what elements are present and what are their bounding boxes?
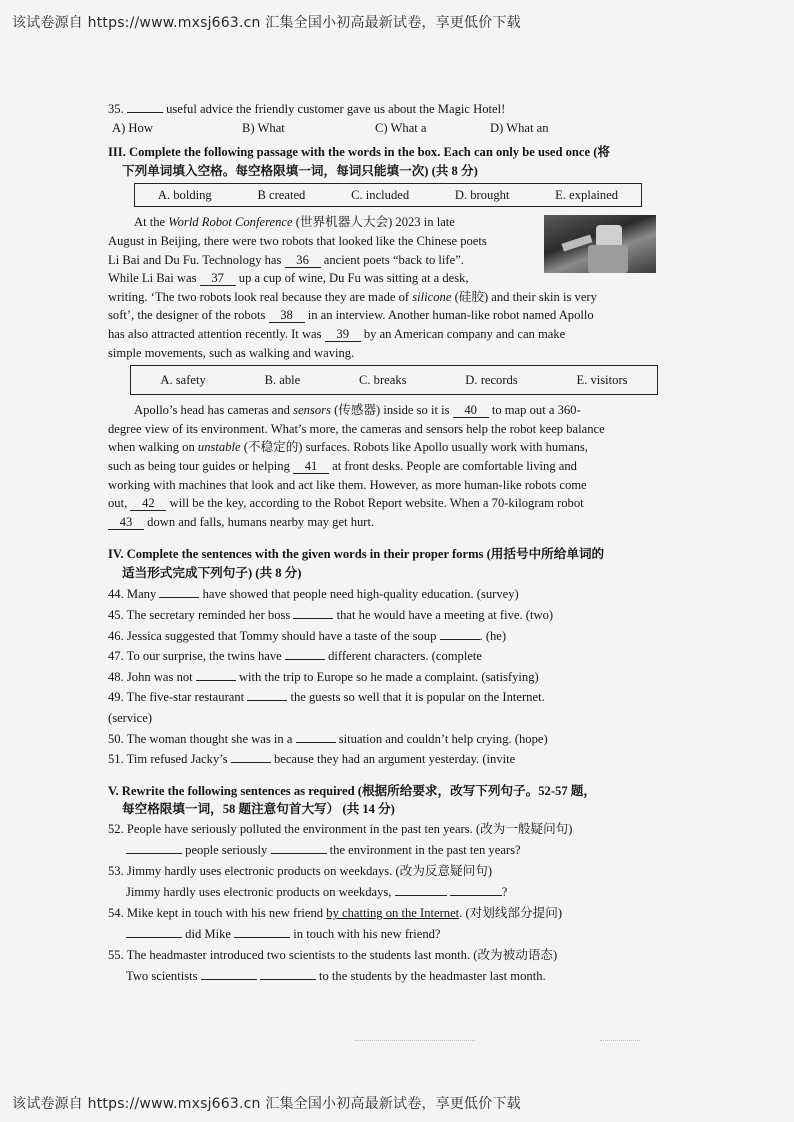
question-54-answer: did Mike in touch with his new friend? (108, 924, 656, 945)
answer-blank-53a[interactable] (395, 895, 447, 896)
word-option: A. safety (160, 372, 206, 387)
word-option: B. able (264, 372, 301, 387)
answer-blank-45[interactable] (293, 618, 333, 619)
answer-blank-42[interactable]: 42 (130, 496, 166, 511)
answer-blank-53b[interactable] (450, 895, 502, 896)
word-option: C. included (351, 188, 410, 203)
option-c[interactable]: C) What a (375, 120, 427, 135)
question-54: 54. Mike kept in touch with his new friend by chatting on the Internet. (对划线部分提问) (108, 906, 563, 920)
question-51: 51. Tim refused Jacky’s because they had an argument yesterday. (invite (108, 752, 516, 767)
answer-blank-37[interactable]: 37 (200, 271, 236, 286)
word-option: C. breaks (358, 372, 407, 387)
answer-blank-50[interactable] (296, 742, 336, 743)
option-a[interactable]: A) How (112, 120, 153, 135)
question-number: 35. (108, 102, 124, 116)
answer-blank-54a[interactable] (126, 937, 182, 938)
section-4-title-cont: 适当形式完成下列句子) (共 8 分) (122, 565, 302, 580)
page-number-mark (600, 1040, 640, 1045)
section-5-items (108, 819, 656, 987)
page-footer-mark (355, 1040, 475, 1045)
answer-blank-35[interactable] (127, 112, 163, 113)
underlined-phrase: by chatting on the Internet (326, 906, 460, 920)
question-55: 55. The headmaster introduced two scientists to the students last month. (改为被动语态) (108, 948, 558, 962)
section-5-title: V. Rewrite the following sentences as required (根据所给要求，改写下列句子。52-57 题， (108, 783, 596, 798)
word-option: E. visitors (576, 372, 628, 387)
word-option: D. brought (454, 188, 510, 203)
question-53-answer: Jimmy hardly uses electronic products on weekdays, ? (126, 885, 508, 899)
answer-blank-52b[interactable] (271, 853, 327, 854)
section-3-title-cont: 下列单词填入空格。每空格限填一词，每词只能填一次) (共 8 分) (122, 163, 478, 178)
answer-blank-39[interactable]: 39 (325, 327, 361, 342)
word-option: D. records (465, 372, 518, 387)
word-box-1 (134, 183, 642, 207)
question-49: 49. The five-star restaurant the guests so well that it is popular on the Internet. (108, 690, 545, 705)
question-48: 48. John was not with the trip to Europe so he made a complaint. (satisfying) (108, 669, 539, 684)
answer-blank-38[interactable]: 38 (269, 308, 305, 323)
answer-blank-48[interactable] (196, 680, 236, 681)
question-49-cont: (service) (108, 711, 153, 726)
passage-paragraph-2: Apollo’s head has cameras and sensors (传感器) inside so it is 40 to map out a 360- degree view of its environment. What’s more, the cameras and sensors help the robot keep balance when walking on unstable (不稳定的) surfaces. Robots like Apollo usually work with humans, such as being tour guides or helping 41 at front desks. People are comfortable living and working with machines that look and act like them. However, as more human-like robots come out, 42 will be the key, according to the Robot Report website. When a 70-kilogram robot 43 down and falls, humans nearby may get hurt. (108, 403, 605, 529)
question-52: 52. People have seriously polluted the environment in the past ten years. (改为一般疑问句) (108, 822, 573, 836)
answer-blank-52a[interactable] (126, 853, 182, 854)
answer-blank-46[interactable] (440, 639, 480, 640)
question-35 (108, 100, 656, 119)
answer-blank-49[interactable] (247, 700, 287, 701)
robot-photo (544, 215, 656, 273)
option-d[interactable]: D) What an (490, 120, 549, 135)
word-box-2 (130, 365, 658, 395)
answer-blank-36[interactable]: 36 (285, 253, 321, 268)
worksheet-content (108, 100, 656, 987)
question-44: 44. Many have showed that people need high-quality education. (survey) (108, 587, 519, 602)
answer-blank-51[interactable] (231, 762, 271, 763)
answer-blank-55a[interactable] (201, 979, 257, 980)
question-46: 46. Jessica suggested that Tommy should have a taste of the soup . (he) (108, 628, 507, 643)
watermark-bottom: 该试卷源自 https://www.mxsj663.cn 汇集全国小初高最新试卷，享更低价下载 (12, 1096, 521, 1112)
question-50: 50. The woman thought she was in a situation and couldn’t help crying. (hope) (108, 731, 548, 746)
question-text: useful advice the friendly customer gave us about the Magic Hotel! (166, 102, 506, 116)
word-option: A. bolding (157, 188, 212, 203)
question-47: 47. To our surprise, the twins have different characters. (complete (108, 649, 483, 664)
answer-blank-54b[interactable] (234, 937, 290, 938)
section-3-title: III. Complete the following passage with the words in the box. Each can only be used once (将 (108, 145, 611, 160)
passage-paragraph-1: At the World Robot Conference (世界机器人大会) 2023 in late August in Beijing, there were two robots that looked like the Chinese poets Li Bai and Du Fu. Technology has 36 ancient poets “back to life”. While Li Bai was 37 up a cup of wine, Du Fu was sitting at a desk, writing. ‘The two robots look real because they are made of silicone (硅胶) and their skin is very soft’, the designer of the robots 38 in an interview. Another human-like robot named Apollo has also attracted attention recently. It was 39 by an American company and can make simple movements, such as walking and waving. (108, 213, 656, 362)
word-option: E. explained (555, 188, 619, 203)
section-5-title-cont: 每空格限填一词，58 题注意句首大写） (共 14 分) (122, 802, 395, 817)
question-52-answer: people seriously the environment in the past ten years? (108, 840, 656, 861)
section-4-title: IV. Complete the sentences with the given words in their proper forms (用括号中所给单词的 (108, 547, 605, 562)
answer-blank-55b[interactable] (260, 979, 316, 980)
question-45: 45. The secretary reminded her boss that he would have a meeting at five. (two) (108, 608, 554, 623)
answer-blank-44[interactable] (159, 597, 199, 598)
answer-blank-41[interactable]: 41 (293, 459, 329, 474)
question-35-options (108, 119, 656, 138)
watermark-top: 该试卷源自 https://www.mxsj663.cn 汇集全国小初高最新试卷，享更低价下载 (12, 15, 521, 31)
word-option: B created (257, 188, 306, 203)
option-b[interactable]: B) What (242, 120, 285, 135)
section-4-items (108, 584, 656, 769)
answer-blank-40[interactable]: 40 (453, 403, 489, 418)
answer-blank-47[interactable] (285, 659, 325, 660)
question-55-answer: Two scientists to the students by the headmaster last month. (126, 969, 546, 983)
question-53: 53. Jimmy hardly uses electronic products on weekdays. (改为反意疑问句) (108, 864, 493, 878)
answer-blank-43[interactable]: 43 (108, 515, 144, 530)
